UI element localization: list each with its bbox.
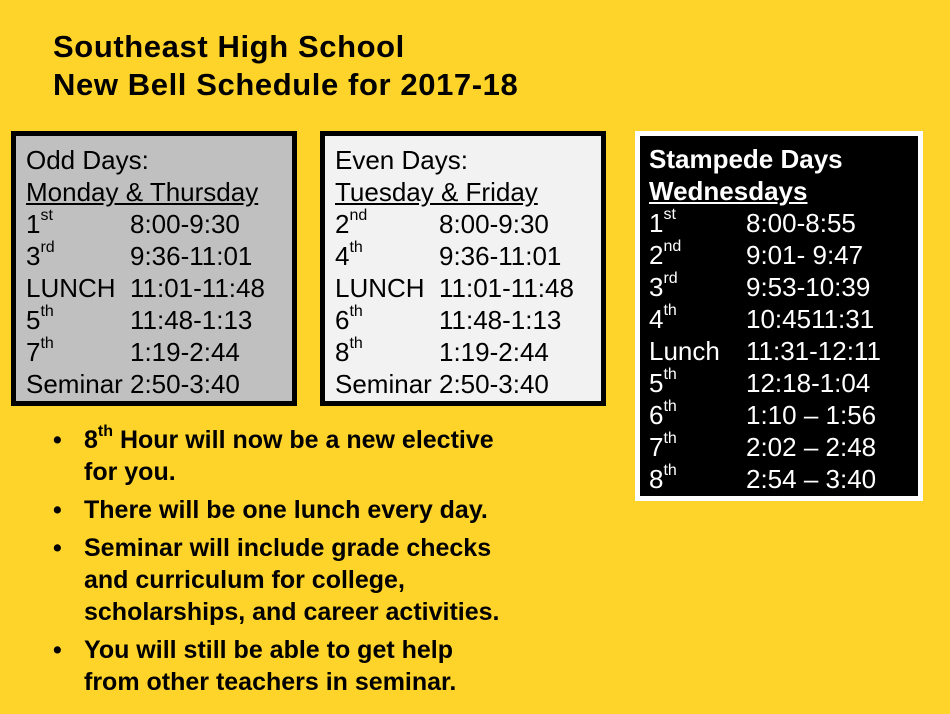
even-days-heading: Even Days:: [335, 145, 468, 175]
period-number: 2: [335, 209, 350, 239]
schedule-row: [335, 208, 601, 240]
schedule-row: [649, 431, 918, 463]
stampede-days-schedule: [635, 131, 923, 501]
schedule-row: [335, 240, 601, 272]
period-number: 7: [26, 337, 41, 367]
period-label: [649, 335, 720, 367]
period-time: 10:4511:31: [746, 304, 875, 334]
period-number: 4: [335, 241, 350, 271]
note-eighth-hour-text-2: for you.: [84, 458, 176, 486]
odd-days-schedule: [11, 131, 297, 406]
period-ordinal: th: [40, 303, 54, 321]
period-time: 2:54 – 3:40: [746, 464, 877, 494]
period-time: 1:19-2:44: [439, 337, 549, 367]
schedule-row: [26, 208, 292, 240]
schedule-row: [649, 399, 918, 431]
period-number: Seminar: [26, 369, 123, 399]
schedule-row: [649, 303, 918, 335]
period-label: [649, 239, 681, 271]
schedule-row: [649, 463, 918, 495]
note-help: [53, 634, 593, 698]
period-number: 2: [649, 240, 664, 270]
schedule-row: [26, 272, 292, 304]
note-seminar-text-2: and curriculum for college,: [84, 566, 405, 594]
period-time: 2:50-3:40: [439, 369, 549, 399]
schedule-row: [649, 207, 918, 239]
bullet-dot: •: [53, 636, 62, 664]
period-number: 3: [649, 272, 664, 302]
period-label: [649, 303, 677, 335]
period-time: 9:01- 9:47: [746, 240, 864, 270]
period-ordinal: th: [349, 335, 363, 353]
period-ordinal: rd: [40, 239, 55, 257]
stampede-days-subheading: Wednesdays: [649, 176, 808, 206]
period-number: 4: [649, 304, 664, 334]
period-time: 8:00-8:55: [746, 208, 856, 238]
period-label: [649, 463, 677, 495]
notes-list: [53, 424, 593, 704]
even-days-schedule: [320, 131, 606, 406]
period-number: Seminar: [335, 369, 432, 399]
period-number: 3: [26, 241, 41, 271]
period-number: 8: [649, 464, 664, 494]
period-label: [26, 272, 116, 304]
period-label: [649, 431, 677, 463]
period-ordinal: th: [663, 430, 677, 448]
bullet-dot: •: [53, 496, 62, 524]
period-number: LUNCH: [335, 273, 425, 303]
bullet-dot: •: [53, 534, 62, 562]
period-number: 8: [335, 337, 350, 367]
period-label: [649, 367, 677, 399]
schedule-row: [335, 272, 601, 304]
schedule-row: [26, 304, 292, 336]
period-time: 8:00-9:30: [130, 209, 240, 239]
period-label: [335, 240, 363, 272]
schedule-row: [335, 336, 601, 368]
period-label: [335, 336, 363, 368]
schedule-row: [26, 336, 292, 368]
page-title: [53, 28, 518, 104]
note-help-text-2: from other teachers in seminar.: [84, 668, 457, 696]
period-ordinal: th: [663, 462, 677, 480]
note-seminar-text-1: Seminar will include grade checks: [84, 534, 492, 562]
title-line-2: New Bell Schedule for 2017-18: [53, 67, 519, 102]
period-time: 2:50-3:40: [130, 369, 240, 399]
schedule-row: [649, 271, 918, 303]
period-time: 8:00-9:30: [439, 209, 549, 239]
note-seminar: [53, 532, 593, 628]
period-label: [26, 240, 55, 272]
period-time: 11:48-1:13: [439, 305, 562, 335]
stampede-days-rows: [649, 207, 918, 495]
period-time: 9:53-10:39: [746, 272, 871, 302]
note-eighth-hour: [53, 424, 593, 488]
period-ordinal: st: [663, 206, 676, 224]
period-ordinal: th: [663, 366, 677, 384]
period-time: 11:01-11:48: [439, 273, 574, 303]
note-eighth-hour-num: 8: [84, 426, 98, 454]
odd-days-subheading: Monday & Thursday: [26, 177, 259, 207]
period-label: [335, 272, 425, 304]
schedule-row: [649, 335, 918, 367]
period-label: [335, 304, 363, 336]
odd-days-heading: Odd Days:: [26, 145, 149, 175]
period-number: 5: [26, 305, 41, 335]
period-ordinal: th: [349, 303, 363, 321]
period-ordinal: nd: [349, 207, 368, 225]
schedule-row: [26, 368, 292, 400]
period-number: 7: [649, 432, 664, 462]
period-ordinal: st: [40, 207, 53, 225]
period-time: 1:10 – 1:56: [746, 400, 877, 430]
period-ordinal: rd: [663, 270, 678, 288]
period-label: [26, 208, 53, 240]
period-ordinal: th: [349, 239, 363, 257]
note-seminar-text-3: scholarships, and career activities.: [84, 598, 500, 626]
odd-days-rows: [26, 208, 292, 400]
note-lunch: [53, 494, 593, 526]
period-time: 9:36-11:01: [439, 241, 562, 271]
period-label: [335, 368, 432, 400]
note-help-text-1: You will still be able to get help: [84, 636, 454, 664]
period-number: 1: [649, 208, 664, 238]
period-number: 6: [649, 400, 664, 430]
period-label: [335, 208, 367, 240]
period-label: [649, 271, 678, 303]
period-time: 1:19-2:44: [130, 337, 240, 367]
note-eighth-hour-sup: th: [97, 422, 114, 440]
schedule-row: [649, 367, 918, 399]
period-label: [26, 368, 123, 400]
note-eighth-hour-text: Hour will now be a new elective: [113, 426, 494, 454]
period-number: 1: [26, 209, 41, 239]
period-time: 11:01-11:48: [130, 273, 265, 303]
period-ordinal: th: [663, 302, 677, 320]
even-days-subheading: Tuesday & Friday: [335, 177, 538, 207]
schedule-row: [335, 304, 601, 336]
period-label: [26, 336, 54, 368]
period-number: Lunch: [649, 336, 720, 366]
period-time: 11:31-12:11: [746, 336, 881, 366]
period-time: 11:48-1:13: [130, 305, 253, 335]
period-time: 12:18-1:04: [746, 368, 871, 398]
title-line-1: Southeast High School: [53, 29, 405, 64]
period-ordinal: th: [663, 398, 677, 416]
period-label: [649, 207, 676, 239]
period-ordinal: nd: [663, 238, 682, 256]
schedule-row: [26, 240, 292, 272]
schedule-row: [649, 239, 918, 271]
note-lunch-text: There will be one lunch every day.: [84, 496, 488, 524]
period-time: 2:02 – 2:48: [746, 432, 877, 462]
period-number: 6: [335, 305, 350, 335]
period-label: [26, 304, 54, 336]
period-label: [649, 399, 677, 431]
period-number: LUNCH: [26, 273, 116, 303]
even-days-rows: [335, 208, 601, 400]
stampede-days-heading: Stampede Days: [649, 144, 843, 174]
bullet-dot: •: [53, 426, 62, 454]
period-time: 9:36-11:01: [130, 241, 253, 271]
schedule-row: [335, 368, 601, 400]
period-ordinal: th: [40, 335, 54, 353]
period-number: 5: [649, 368, 664, 398]
